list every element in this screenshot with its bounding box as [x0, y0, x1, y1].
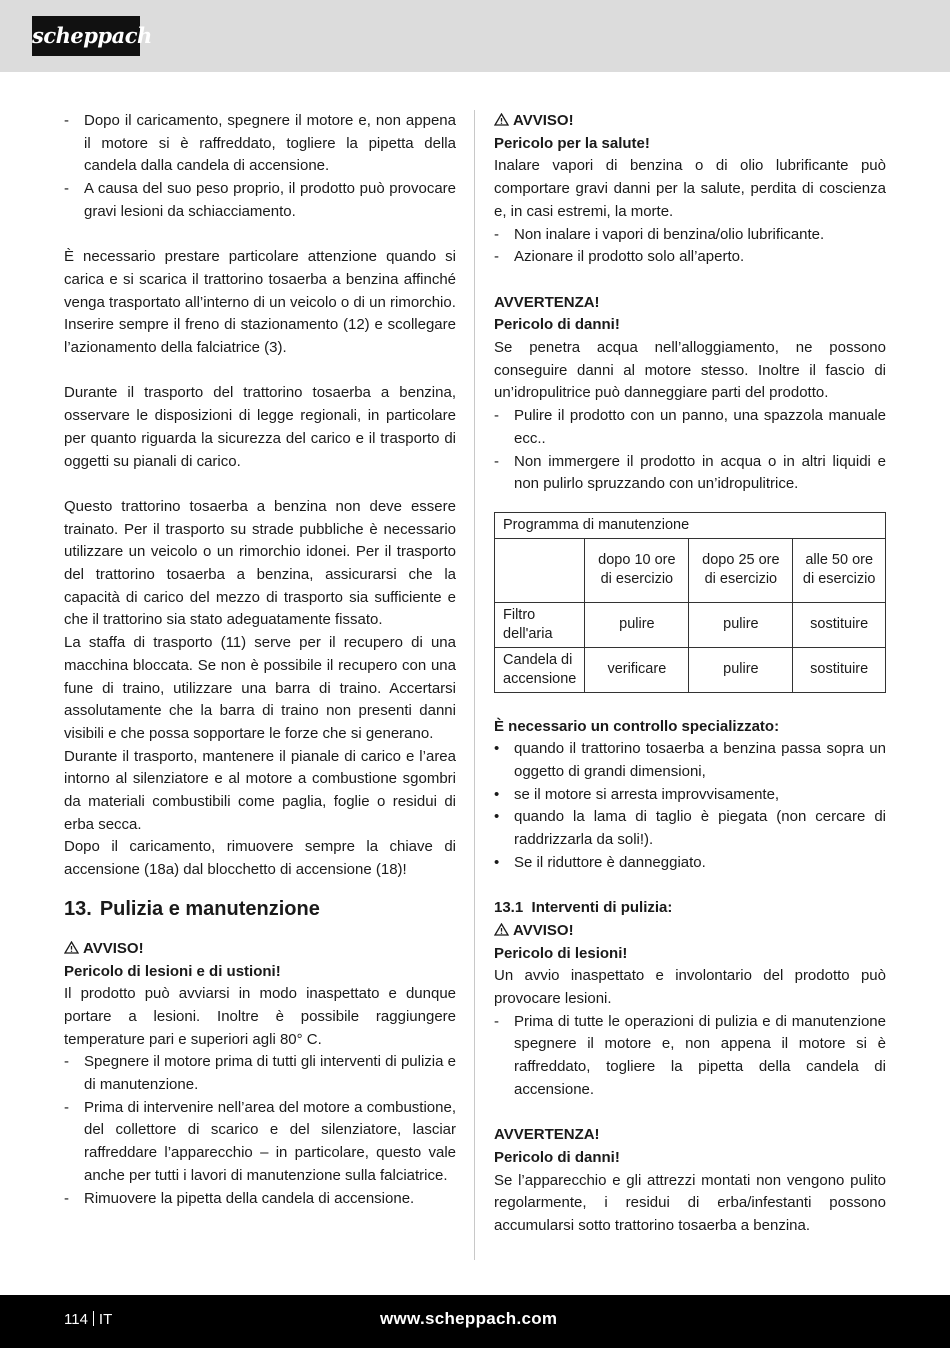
table-cell: verificare	[585, 647, 689, 692]
paragraph: Se penetra acqua nell’alloggiamento, ne possono conseguire danni al motore stesso. Inoltre il fascio di un’idropulitrice può danneggiare parti del prodotto.	[494, 339, 886, 402]
paragraph: È necessario prestare particolare attenzione quando si carica e si scarica il trattorino tosaerba a benzina affinché venga trasportato all’interno di un veicolo o di un rimorchio.	[64, 248, 456, 311]
right-column	[494, 110, 886, 1238]
table-cell: sostituire	[793, 647, 886, 692]
list-item: • se il motore si arresta improvvisamente,	[494, 785, 780, 803]
paragraph: Durante il trasporto del trattorino tosaerba a benzina, osservare le disposizioni di legge regionali, in particolare per quanto riguarda la sicurezza del carico e il trasporto di oggetti su pianali di carico.	[64, 384, 456, 470]
warning-label: AVVISO!	[494, 920, 886, 943]
list-item: - Spegnere il motore prima di tutti gli interventi di pulizia e di manutenzione.	[64, 1053, 456, 1094]
table-row	[495, 602, 886, 647]
table-row-label: Filtro dell'aria	[495, 602, 585, 647]
warning-triangle-icon	[494, 113, 509, 126]
paragraph: Dopo il caricamento, rimuovere sempre la chiave di accensione (18a) dal blocchetto di accensione (18)!	[64, 838, 456, 879]
paragraph: Inalare vapori di benzina o di olio lubrificante può comportare gravi danni per la salute, perdita di coscienza e, in casi estremi, la morte.	[494, 157, 886, 220]
paragraph: Inserire sempre il freno di stazionamento (12) e scollegare l’azionamento della falciatrice (3).	[64, 316, 456, 357]
check-title: È necessario un controllo specializzato:	[494, 717, 780, 735]
warning-title: Pericolo di lesioni!	[494, 944, 628, 962]
list-item: - Non inalare i vapori di benzina/olio lubrificante.	[494, 225, 825, 243]
subsection-heading: 13.1 Interventi di pulizia:	[494, 899, 673, 917]
caution-label: AVVERTENZA!	[494, 1126, 600, 1144]
website-link[interactable]: www.scheppach.com	[380, 1309, 558, 1328]
warning-triangle-icon	[494, 923, 509, 936]
list-item: - Dopo il caricamento, spegnere il motore e, non appena il motore si è raffreddato, togliere la pipetta della candela dalla candela di accensione.	[64, 112, 456, 175]
warning-label: AVVISO!	[494, 110, 886, 133]
table-cell: pulire	[689, 602, 793, 647]
list-item: • quando la lama di taglio è piegata (non cercare di raddrizzarla da soli!).	[494, 808, 886, 849]
paragraph: Il prodotto può avviarsi in modo inaspettato e dunque portare a lesioni. Inoltre è possibile raggiungere temperature pari e superiori agli 80° C.	[64, 985, 456, 1048]
section-heading: 13. Pulizia e manutenzione	[64, 897, 320, 920]
warning-title: Pericolo di lesioni e di ustioni!	[64, 962, 281, 980]
brand-logo: scheppach	[32, 16, 140, 56]
table-header: dopo 25 ore di esercizio	[689, 538, 793, 602]
list-item: - Azionare il prodotto solo all’aperto.	[494, 248, 745, 266]
table-row-label: Candela di accensione	[495, 647, 585, 692]
caution-title: Pericolo di danni!	[494, 1148, 620, 1166]
table-header: dopo 10 ore di esercizio	[585, 538, 689, 602]
list-item: - Rimuovere la pipetta della candela di accensione.	[64, 1189, 415, 1207]
paragraph: Se l’apparecchio e gli attrezzi montati non vengono pulito regolarmente, i residui di erba/infestanti possono accumularsi sotto trattorino tosaerba a benzina.	[494, 1171, 886, 1235]
maintenance-table	[494, 512, 886, 693]
warning-title: Pericolo per la salute!	[494, 134, 650, 152]
table-title: Programma di manutenzione	[495, 512, 886, 538]
table-header: alle 50 ore di esercizio	[793, 538, 886, 602]
paragraph: Un avvio inaspettato e involontario del prodotto può provocare lesioni.	[494, 967, 886, 1008]
paragraph: La staffa di trasporto (11) serve per il recupero di una macchina bloccata. Se non è possibile il recupero con una fune di traino, utilizzare una barra di traino. Accertarsi assolutamente che la barra di traino non presenti danni visibili e che possa sopportare le forze che si generano.	[64, 634, 456, 742]
table-cell: pulire	[585, 602, 689, 647]
list-item: • Se il riduttore è danneggiato.	[494, 853, 706, 871]
list-item: • quando il trattorino tosaerba a benzina passa sopra un oggetto di grandi dimensioni,	[494, 740, 886, 781]
list-item: - Pulire il prodotto con un panno, una spazzola manuale ecc..	[494, 407, 886, 447]
table-row	[495, 647, 886, 692]
list-item: - A causa del suo peso proprio, il prodotto può provocare gravi lesioni da schiacciamento.	[64, 180, 456, 220]
warning-triangle-icon	[64, 941, 79, 954]
header-bar	[0, 0, 950, 72]
caution-label: AVVERTENZA!	[494, 293, 600, 311]
table-cell: sostituire	[793, 602, 886, 647]
warning-label: AVVISO!	[64, 938, 456, 961]
column-divider	[474, 110, 475, 1260]
paragraph: Durante il trasporto, mantenere il pianale di carico e l’area intorno al silenziatore e al motore a combustione sgombri da materiali combustibili come paglia, foglie o residui di erba secca.	[64, 747, 456, 833]
paragraph: Questo trattorino tosaerba a benzina non deve essere trainato. Per il trasporto su strade pubbliche è necessario utilizzare un veicolo o un rimorchio idonei. Per il trasporto del trattorino tosaerba a benzina, assicurarsi che la capacità di carico del mezzo di trasporto sia sufficiente e che il trattorino sia stato adeguatamente fissato.	[64, 497, 456, 629]
table-cell: pulire	[689, 647, 793, 692]
table-cell	[495, 538, 585, 602]
page-number: 114 IT	[64, 1311, 113, 1328]
caution-title: Pericolo di danni!	[494, 316, 620, 334]
list-item: - Prima di tutte le operazioni di pulizia e di manutenzione spegnere il motore e, non appena il motore si è raffreddato, togliere la pipetta della candela di accensione.	[494, 1012, 886, 1098]
list-item: - Non immergere il prodotto in acqua o in altri liquidi e non pulirlo spruzzando con un’idropulitrice.	[494, 452, 886, 493]
footer-bar	[0, 1295, 950, 1348]
list-item: - Prima di intervenire nell’area del motore a combustione, del collettore di scarico e del silenziatore, lasciar raffreddare l’apparecchio – in particolare, questo vale anche per tutti i lavori di manutenzione sulla falciatrice.	[64, 1098, 456, 1184]
left-column	[64, 110, 456, 1210]
